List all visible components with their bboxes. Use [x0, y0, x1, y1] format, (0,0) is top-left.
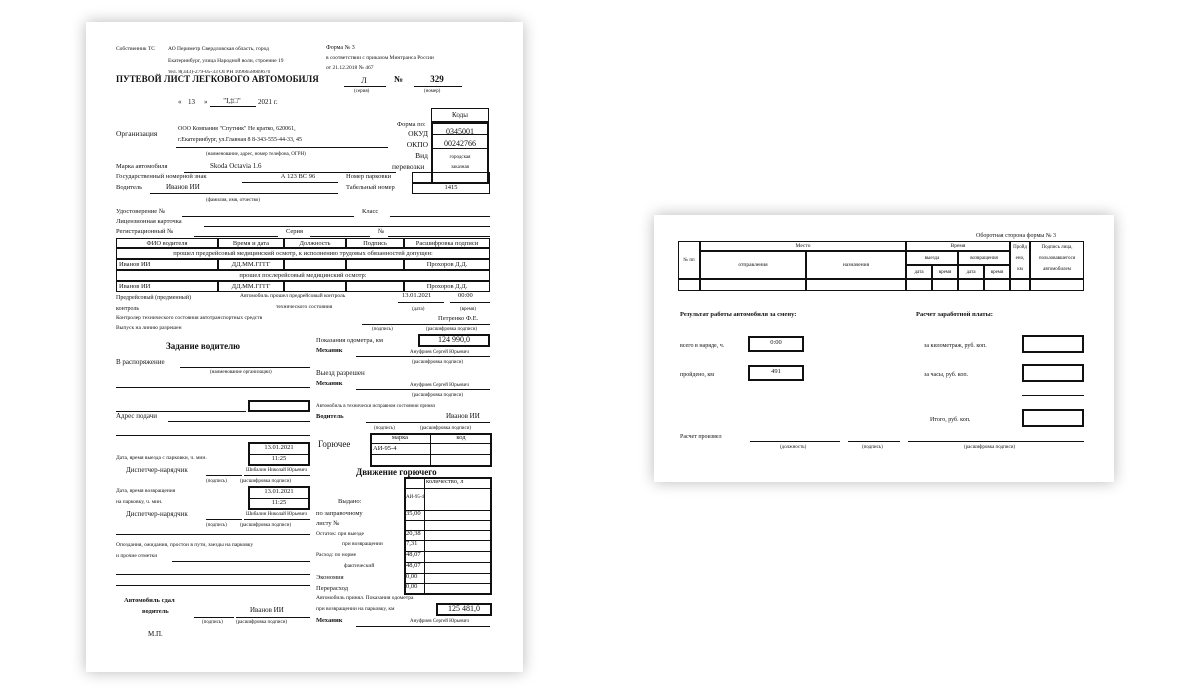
number-caption: (номер) — [424, 89, 441, 94]
position-caption: (должность) — [780, 445, 807, 450]
handed-driver: Иванов ИИ — [250, 606, 284, 614]
fuel-brand-small: АИ-95-4 — [406, 495, 425, 500]
date-month: "I,‡□" — [223, 97, 241, 105]
med-header-position: Должность — [284, 238, 346, 248]
license-card-label: Лицензионная карточка — [116, 218, 182, 225]
result-title: Результат работы автомобиля за смену: — [680, 311, 797, 318]
mechanic-name-2: Ануфриев Сергей Юрьевич — [410, 383, 469, 388]
fuel-brand-header: марка — [391, 434, 409, 441]
mechanic-decode-caption-2: (расшифровка подписи) — [412, 393, 464, 398]
odometer-label: Показания одометра, км — [316, 337, 383, 344]
vehicle-plate: А 123 ВС 96 — [280, 173, 316, 180]
fuel-code-header: код — [456, 434, 466, 441]
calc-by-label: Расчет произвел — [680, 434, 722, 440]
dispatcher-sign-caption-1: (подпись) — [206, 479, 227, 484]
vid-label: Вид — [415, 151, 428, 160]
by-sheet-label-2: листу № — [316, 520, 340, 527]
salary-title: Расчет заработной платы: — [916, 311, 993, 318]
spend-fact-label: фактический — [344, 563, 375, 569]
disposal-label: В распоряжение — [116, 358, 165, 366]
dispatcher-name-2: Шибалин Николай Юрьевич — [246, 512, 307, 517]
per-km-box — [1022, 335, 1084, 353]
return-time: 11:25 — [271, 499, 287, 506]
okpo-label: ОКПО — [406, 140, 428, 149]
waybill-title: ПУТЕВОЙ ЛИСТ ЛЕГКОВОГО АВТОМОБИЛЯ — [116, 74, 319, 84]
release-label: Выпуск на линию разрешен — [116, 325, 182, 331]
total-box — [1022, 409, 1084, 427]
plate-label: Государственный номерной знак — [116, 173, 207, 180]
fuel-movement-title: Движение горючего — [356, 467, 437, 477]
total-label: Итого, руб. коп. — [930, 417, 971, 423]
med-row1-fio: Иванов ИИ — [116, 259, 218, 270]
return-odometer-label: при возвращении на парковку, км — [316, 606, 395, 612]
controller-sign-caption: (подпись) — [372, 327, 393, 332]
organization-line-1: ООО Компания "Спутник" Не кратко, 620061, — [178, 126, 296, 132]
mp-stamp-label: М.П. — [148, 630, 163, 638]
fuel-qty-header: количество, л — [426, 478, 464, 485]
accepted-driver: Иванов ИИ — [446, 412, 480, 420]
th-signature-2: пользовавшегося — [1038, 256, 1076, 261]
by-sheet-value: 35,00 — [406, 510, 421, 517]
th-signature-1: Подпись лица, — [1041, 245, 1073, 250]
th-destination: назначения — [806, 251, 906, 279]
accepted-decode-caption: (расшифровка подписи) — [420, 426, 472, 431]
med-row2-datetime: ДД.ММ.ГГГГ — [218, 281, 284, 292]
spend-norm-value: 48,07 — [406, 551, 421, 558]
th-signature-3: автомобилем — [1043, 267, 1071, 272]
med-row2-sign — [346, 281, 404, 292]
date-year: 2021 г. — [258, 98, 278, 106]
task-title: Задание водителю — [166, 341, 241, 351]
med-header-fio: ФИО водителя — [116, 238, 218, 248]
control-label: контроль — [116, 306, 140, 312]
accepted-label: Автомобиль в технически исправном состоянии принял — [316, 404, 436, 409]
accepted-driver-label: Водитель — [316, 413, 344, 420]
med-header-decode: Расшифровка подписи — [404, 238, 490, 248]
med-header-sign: Подпись — [346, 238, 404, 248]
tab-number: 1415 — [444, 184, 458, 191]
owner-line-3: тел. 8(343)-279-05-33 ОГРН 1096658669670 — [168, 70, 271, 74]
vehicle-brand: Skoda Octavia 1.6 — [210, 162, 262, 170]
back-decode-caption: (расшифровка подписи) — [964, 445, 1016, 450]
depart-label: Дата, время выезда с парковки, ч. мин. — [116, 455, 207, 461]
tech-state-text: технического состояния — [276, 304, 333, 310]
owner-line-1: АО Периметр Свердловская область, город — [168, 46, 269, 52]
rest-return-label: при возвращении — [342, 542, 383, 547]
per-km-label: за километраж, руб. коп. — [924, 343, 987, 349]
med-row1-sign — [346, 259, 404, 270]
dispatcher-sign-caption-2: (подпись) — [206, 523, 227, 528]
organization-caption: (наименование, адрес, номер телефона, ОГРН) — [206, 152, 306, 157]
transport-value-2: заказная — [451, 165, 469, 170]
exit-allowed-label: Выезд разрешен — [316, 369, 365, 377]
control-time: 00:00 — [458, 292, 473, 299]
fuel-label: Горючее — [318, 439, 351, 449]
owner-line-2: Екатеринбург, улица Народной воли, строение 19 — [168, 58, 284, 64]
delays-label-1: Опоздания, ожидания, простои в пути, заезды на парковку — [116, 542, 254, 548]
organization-label: Организация — [116, 129, 158, 138]
mechanic-label-2: Механик — [316, 380, 343, 387]
handed-sign-caption: (подпись) — [202, 620, 223, 625]
med-row1-position — [284, 259, 346, 270]
by-sheet-label-1: по заправочному — [316, 510, 363, 517]
med-post-title: прошел послерейсовый медицинский осмотр: — [116, 270, 490, 281]
rest-depart-label: Остаток: при выезде — [316, 531, 364, 537]
return-odometer-value: 125 481,0 — [448, 604, 480, 613]
med-row1-decode: Прохоров Д.Д. — [404, 259, 490, 270]
transport-label: перевозки — [392, 163, 425, 171]
waybill-number-sign: № — [394, 74, 404, 84]
okud-value: 0345001 — [446, 127, 474, 136]
owner-label: Собственник ТС — [116, 46, 155, 52]
controller-name: Петренко Ф.Е. — [438, 315, 479, 322]
delays-label-2: и прочие отметки — [116, 553, 158, 559]
th-time: Время — [906, 241, 1010, 251]
form-by-label: Форма по: — [397, 121, 426, 128]
spend-norm-label: Расход: по норме — [316, 552, 357, 558]
in-duty-label: всего в наряде, ч. — [680, 343, 725, 349]
per-hour-box — [1022, 364, 1084, 382]
brand-label: Марка автомобиля — [116, 163, 168, 170]
th-exit: выезда — [906, 251, 958, 265]
th-exit-time: время — [932, 265, 958, 279]
med-row2-fio: Иванов ИИ — [116, 281, 218, 292]
organization-line-2: г.Екатеринбург, ул.Главная 8 8-343-555-44-33, 45 — [178, 137, 302, 143]
num-label: № — [378, 228, 385, 235]
th-traveled-1: Пройд — [1013, 245, 1027, 250]
odometer-value: 124 990,0 — [438, 335, 470, 344]
okud-label: ОКУД — [408, 129, 428, 138]
parking-label: Номер парковки — [346, 173, 392, 180]
back-sign-caption: (подпись) — [862, 445, 883, 450]
driver-name: Иванов ИИ — [166, 183, 200, 191]
fuel-brand: АИ-95-4 — [373, 445, 397, 452]
address-label: Адрес подачи — [116, 412, 157, 420]
dispatcher-label-1: Диспетчер-нарядчик — [126, 466, 188, 474]
pretrip-control-label: Предрейсовый (предменный) — [116, 295, 192, 301]
handed-label-1: Автомобиль сдал — [124, 597, 175, 604]
license-label: Удостоверение № — [116, 208, 166, 215]
return-date: 13.01.2021 — [264, 488, 294, 495]
dispatcher-decode-caption-2: (расшифровка подписи) — [240, 523, 292, 528]
th-traveled-2: ено, — [1015, 256, 1025, 261]
th-return: возвращения — [958, 251, 1010, 265]
return-label-2: на парковку, ч. мин. — [116, 499, 163, 505]
form-number: Форма № 3 — [326, 45, 355, 51]
passed-label: пройдено, км — [680, 372, 715, 378]
handed-decode-caption: (расшифровка подписи) — [236, 620, 288, 625]
th-no: № пп — [678, 241, 700, 279]
control-passed-text: Автомобиль прошел предрейсовый контроль — [240, 293, 346, 299]
th-traveled-3: км — [1017, 267, 1023, 272]
codes-label: Коды — [452, 111, 468, 119]
rest-return-value: 7,31 — [406, 540, 418, 547]
waybill-number: 329 — [430, 74, 444, 84]
dispatcher-name-1: Шибалин Николай Юрьевич — [246, 468, 307, 473]
control-date: 13.01.2021 — [402, 292, 432, 299]
date-caption: (дата) — [412, 307, 425, 312]
med-header-datetime: Время и дата — [218, 238, 284, 248]
med-pre-title: прошел предрейсовый медицинский осмотр, к исполнению трудовых обязанностей допущен: — [116, 248, 490, 259]
date-quote-open: « — [178, 98, 182, 106]
th-return-date: дата — [958, 265, 984, 279]
med-row1-datetime: ДД.ММ.ГГГГ — [218, 259, 284, 270]
passed-value: 491 — [771, 368, 781, 375]
accepted-odometer-label: Автомобиль принял. Показания одометра — [316, 595, 414, 601]
per-hour-label: за часы, руб. коп. — [924, 372, 969, 378]
series-caption: (серия) — [354, 89, 370, 94]
th-departure: отправления — [700, 251, 806, 279]
mechanic-decode-caption-1: (расшифровка подписи) — [412, 360, 464, 365]
series-label: Серия — [286, 228, 304, 235]
controller-label: Контролер технического состояния автотранспортных средств — [116, 315, 263, 321]
date-quote-close: » — [204, 98, 208, 106]
order-line-1: в соответствии с приказом Минтранса России — [326, 55, 434, 61]
date-day: 13 — [188, 98, 195, 106]
transport-value-1: городская — [449, 155, 471, 160]
handed-label-2: водитель — [142, 608, 169, 615]
waybill-back-page — [654, 215, 1114, 482]
waybill-series: Л — [361, 76, 367, 85]
economy-label: Экономия — [316, 574, 344, 581]
reg-number-label: Регистрационный № — [116, 228, 174, 235]
driver-label: Водитель — [116, 184, 143, 191]
tab-number-label: Табельный номер — [346, 184, 395, 191]
class-label: Класс — [362, 208, 379, 215]
mechanic-name-1: Ануфриев Сергей Юрьевич — [410, 350, 469, 355]
driver-caption: (фамилия, имя, отчество) — [206, 198, 260, 203]
th-place: Место — [700, 241, 906, 251]
disposal-box — [248, 400, 310, 412]
mechanic-label-1: Механик — [316, 347, 343, 354]
return-label-1: Дата, время возвращения — [116, 488, 176, 494]
overspend-label: Перерасход — [316, 585, 349, 592]
mechanic-name-3: Ануфриев Сергей Юрьевич — [410, 619, 469, 624]
issued-label: Выдано: — [338, 498, 362, 505]
controller-decode-caption: (расшифровка подписи) — [426, 327, 478, 332]
order-line-2: от 21.12.2018 № 467 — [326, 65, 374, 71]
depart-date: 13.01.2021 — [264, 444, 294, 451]
okpo-value: 00242766 — [444, 139, 476, 148]
economy-value: 0,00 — [406, 573, 418, 580]
in-duty-value: 0:00 — [770, 339, 782, 346]
dispatcher-decode-caption-1: (расшифровка подписи) — [240, 479, 292, 484]
spend-fact-value: 48,07 — [406, 562, 421, 569]
th-return-time: время — [984, 265, 1010, 279]
rest-depart-value: 20,38 — [406, 530, 421, 537]
disposal-caption: (наименование организации) — [210, 370, 272, 375]
depart-time: 11:25 — [271, 455, 287, 462]
overspend-value: 0,00 — [406, 583, 418, 590]
med-row2-decode: Прохоров Д.Д. — [404, 281, 490, 292]
med-row2-position — [284, 281, 346, 292]
time-caption: (время) — [460, 307, 476, 312]
waybill-front-page — [86, 22, 523, 672]
mechanic-label-3: Механик — [316, 617, 343, 624]
dispatcher-label-2: Диспетчер-нарядчик — [126, 510, 188, 518]
accepted-sign-caption: (подпись) — [374, 426, 395, 431]
th-exit-date: дата — [906, 265, 932, 279]
back-caption: Оборотная сторона формы № 3 — [976, 233, 1056, 239]
